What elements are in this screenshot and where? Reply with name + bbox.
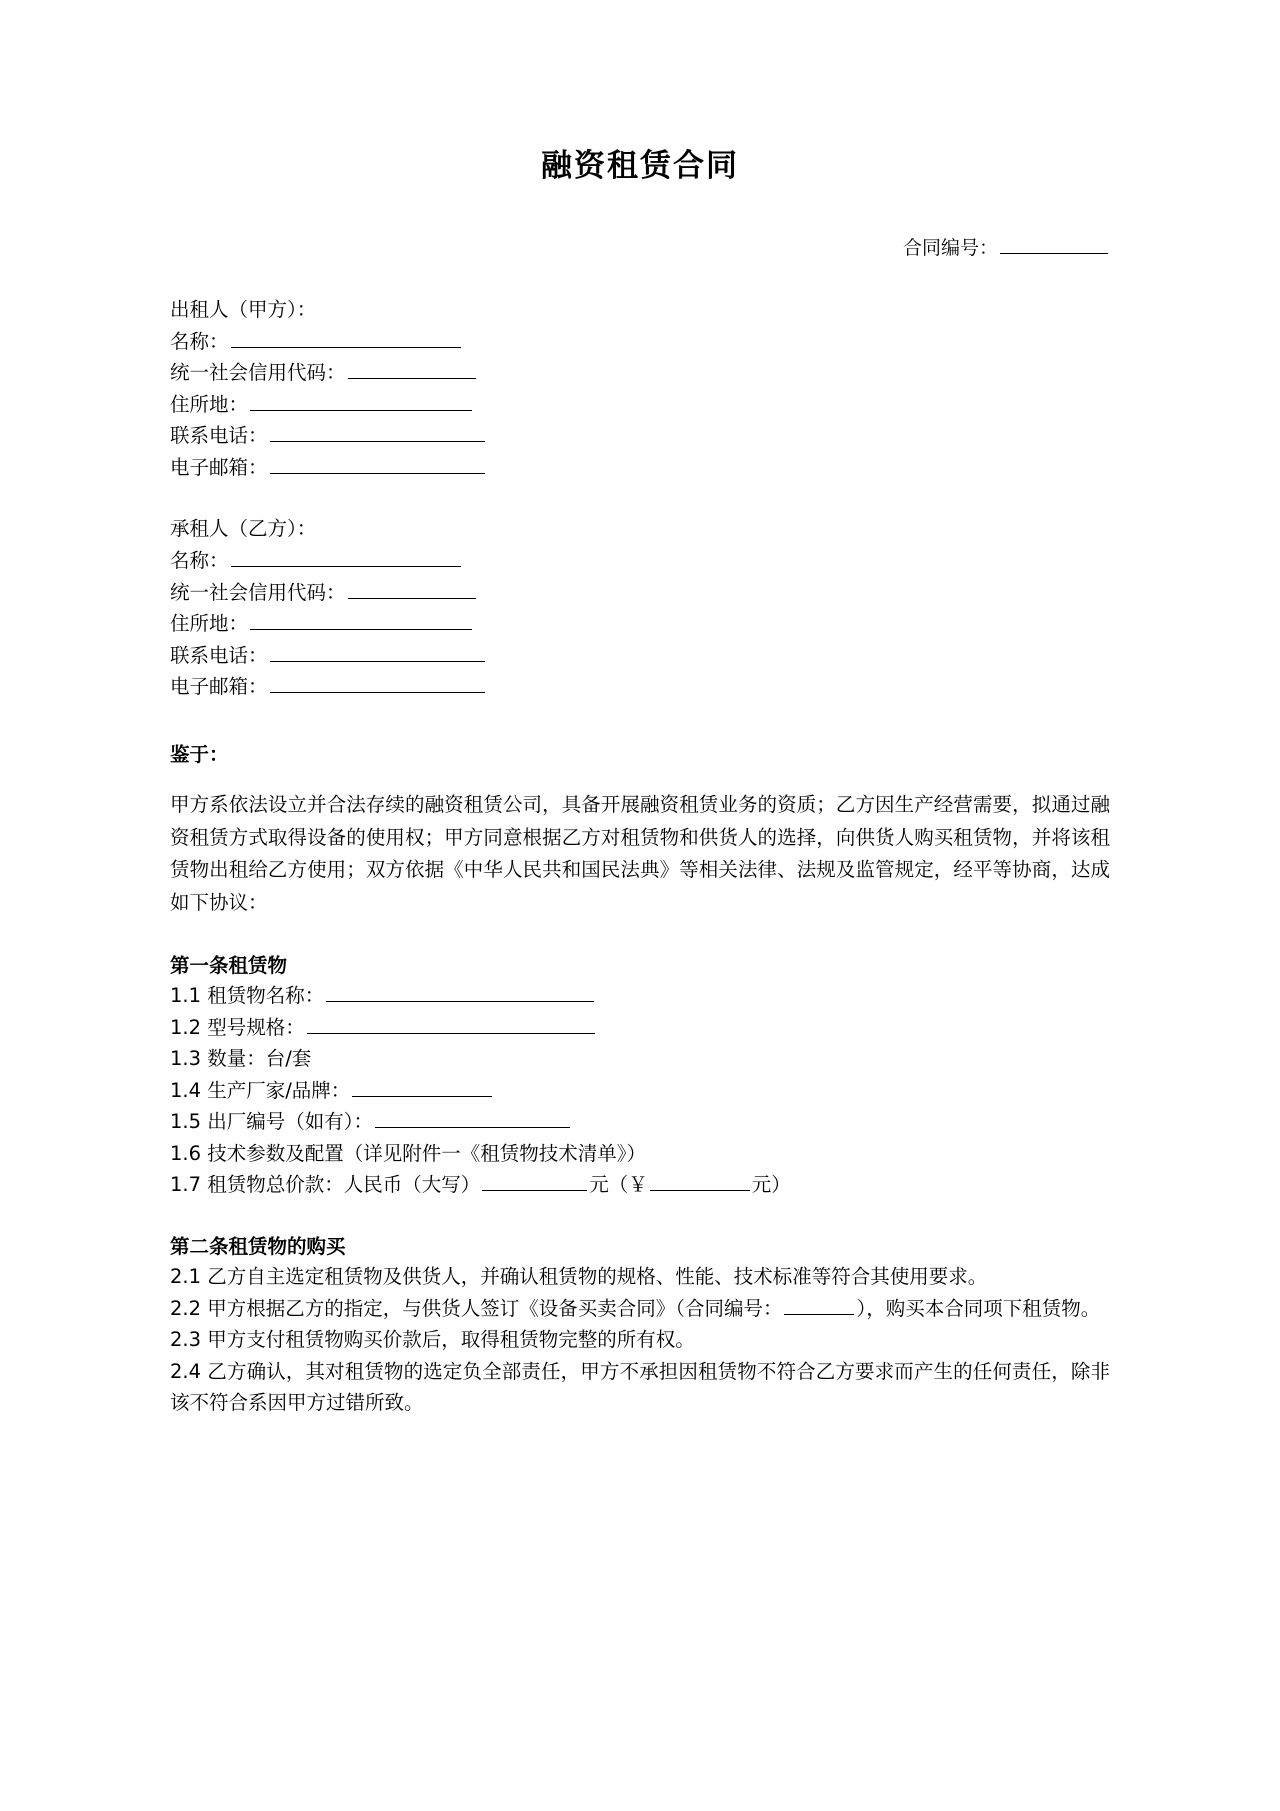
- lessee-block: [170, 513, 1110, 702]
- article-1: [170, 950, 1110, 1201]
- lessor-block: [170, 294, 1110, 483]
- clause-2-2-contract-number-blank[interactable]: [784, 1293, 854, 1314]
- clause-1-4-label: 1.4 生产厂家/品牌：: [170, 1078, 351, 1102]
- lessor-credit-code-blank[interactable]: [348, 358, 476, 379]
- lessor-field-address: [170, 389, 1110, 421]
- clause-1-1: [170, 980, 1110, 1012]
- lessee-credit-code-label: 统一社会信用代码：: [170, 580, 346, 604]
- lessee-phone-blank[interactable]: [270, 640, 485, 661]
- lessee-credit-code-blank[interactable]: [348, 577, 476, 598]
- lessor-field-credit-code: [170, 357, 1110, 389]
- lessee-field-address: [170, 608, 1110, 640]
- lessor-address-label: 住所地：: [170, 392, 249, 416]
- lessor-phone-label: 联系电话：: [170, 424, 268, 448]
- contract-number-row: [170, 233, 1110, 260]
- lessor-name-label: 名称：: [170, 329, 229, 353]
- clause-2-2: [170, 1293, 1110, 1325]
- clause-2-1: 2.1 乙方自主选定租赁物及供货人，并确认租赁物的规格、性能、技术标准等符合其使用要求。: [170, 1264, 988, 1288]
- clause-1-5: [170, 1106, 1110, 1138]
- clause-1-7-amount-words-blank[interactable]: [482, 1170, 587, 1191]
- clause-1-7-label-b: 元（￥: [589, 1173, 648, 1197]
- clause-1-3: 1.3 数量：台/套: [170, 1047, 312, 1071]
- lessor-heading: 出租人（甲方）：: [170, 298, 317, 321]
- clause-1-4-blank[interactable]: [352, 1075, 492, 1096]
- clause-1-5-blank[interactable]: [375, 1107, 570, 1128]
- lessee-field-name: [170, 545, 1110, 577]
- recital-paragraph: 甲方系依法设立并合法存续的融资租赁公司，具备开展融资租赁业务的资质；乙方因生产经营需要，拟通过融资租赁方式取得设备的使用权；甲方同意根据乙方对租赁物和供货人的选择，向供货人购买租赁物，并将该租赁物出租给乙方使用；双方依据《中华人民共和国民法典》等相关法律、法规及监管规定，经平等协商，达成如下协议：: [170, 792, 1110, 915]
- lessee-field-phone: [170, 640, 1110, 672]
- clause-1-2-blank[interactable]: [307, 1012, 595, 1033]
- lessee-email-label: 电子邮箱：: [170, 675, 268, 699]
- lessee-field-email: [170, 671, 1110, 703]
- lessor-email-blank[interactable]: [270, 452, 485, 473]
- contract-number-blank[interactable]: [1000, 233, 1108, 254]
- lessee-name-label: 名称：: [170, 549, 229, 573]
- lessee-email-blank[interactable]: [270, 672, 485, 693]
- lessor-name-blank[interactable]: [231, 326, 461, 347]
- clause-1-1-label: 1.1 租赁物名称：: [170, 983, 325, 1007]
- clause-1-2: [170, 1012, 1110, 1044]
- clause-1-7-amount-figures-blank[interactable]: [650, 1170, 750, 1191]
- contract-number-label: 合同编号：: [902, 237, 998, 259]
- clause-1-4: [170, 1075, 1110, 1107]
- clause-2-2-label-b: ），购买本合同项下租赁物。: [856, 1296, 1101, 1320]
- page-title: 融资租赁合同: [541, 148, 739, 183]
- clause-1-5-label: 1.5 出厂编号（如有）：: [170, 1110, 373, 1134]
- lessor-address-blank[interactable]: [250, 389, 472, 410]
- lessee-phone-label: 联系电话：: [170, 643, 268, 667]
- clause-1-7-label-c: 元）: [751, 1173, 791, 1197]
- lessor-credit-code-label: 统一社会信用代码：: [170, 361, 346, 385]
- lessor-phone-blank[interactable]: [270, 421, 485, 442]
- lessor-field-phone: [170, 420, 1110, 452]
- clause-2-4: 2.4 乙方确认，其对租赁物的选定负全部责任，甲方不承担因租赁物不符合乙方要求而产生的任何责任，除非该不符合系因甲方过错所致。: [170, 1359, 1110, 1415]
- clause-1-6: 1.6 技术参数及配置（详见附件一《租赁物技术清单》）: [170, 1141, 646, 1165]
- lessor-field-name: [170, 326, 1110, 358]
- lessee-address-label: 住所地：: [170, 612, 249, 636]
- recital-heading: 鉴于：: [170, 742, 229, 766]
- lessee-heading: 承租人（乙方）：: [170, 517, 317, 541]
- lessor-field-email: [170, 452, 1110, 484]
- lessee-field-credit-code: [170, 577, 1110, 609]
- article-2: [170, 1231, 1110, 1419]
- clause-2-2-label-a: 2.2 甲方根据乙方的指定，与供货人签订《设备买卖合同》（合同编号：: [170, 1296, 783, 1320]
- clause-2-3: 2.3 甲方支付租赁物购买价款后，取得租赁物完整的所有权。: [170, 1328, 695, 1352]
- clause-1-1-blank[interactable]: [326, 980, 594, 1001]
- lessee-address-blank[interactable]: [250, 609, 472, 630]
- lessor-email-label: 电子邮箱：: [170, 455, 268, 479]
- clause-1-2-label: 1.2 型号规格：: [170, 1015, 305, 1039]
- article-2-title: 第二条租赁物的购买: [170, 1234, 346, 1258]
- clause-1-7: [170, 1169, 1110, 1201]
- article-1-title: 第一条租赁物: [170, 953, 288, 977]
- clause-1-7-label-a: 1.7 租赁物总价款：人民币（大写）: [170, 1173, 481, 1197]
- lessee-name-blank[interactable]: [231, 546, 461, 567]
